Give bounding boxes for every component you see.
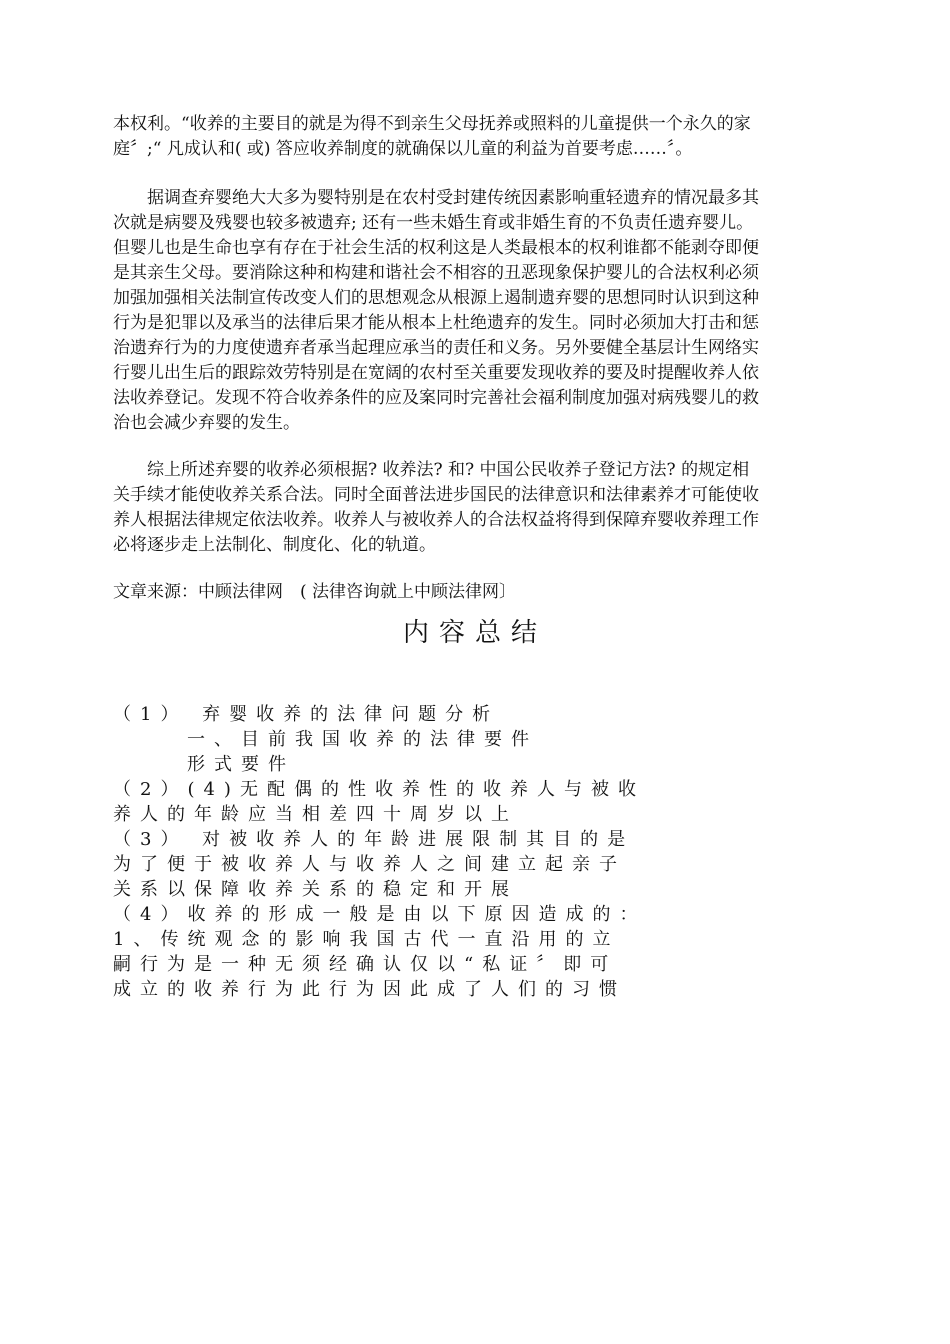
source-text: 文章来源：中顾法律网 ( 法律咨询就上中顾法律网〕: [113, 582, 517, 602]
summary-line: 养人的年龄应当相差四十周岁以上: [113, 804, 518, 825]
summary-line: 嗣行为是一种无须经确认仅以“私证〞即可: [113, 954, 618, 975]
summary-title: 内容总结: [402, 618, 547, 648]
summary-line: 关系以保障收养关系的稳定和开展: [113, 879, 518, 900]
text-line: 治遗弃行为的力度使遗弃者承当起理应承当的责任和义务。另外要健全基层计生网络实: [113, 338, 759, 358]
summary-list: [113, 702, 843, 1002]
summary-line: （1） 弃婴收养的法律问题分析: [113, 704, 500, 725]
text-line: 治也会减少弃婴的发生。: [113, 413, 300, 433]
paragraph-3: [113, 458, 843, 558]
paragraph-2: [113, 186, 843, 436]
summary-line: （3） 对被收养人的年龄进展限制其目的是: [113, 829, 635, 850]
text-line: 但婴儿也是生命也享有存在于社会生活的权利这是人类最根本的权利谁都不能剥夺即便: [113, 238, 759, 258]
summary-line: 成立的收养行为此行为因此成了人们的习惯: [113, 979, 626, 1000]
text-line: 庭〞;“ 凡成认和( 或) 答应收养制度的就确保以儿童的利益为首要考虑……〞。: [113, 139, 693, 159]
text-line: 行婴儿出生后的跟踪效劳特别是在宽阔的农村至关重要发现收养的要及时提醒收养人依: [113, 363, 759, 383]
summary-line: 1、传统观念的影响我国古代一直沿用的立: [113, 929, 620, 950]
text-line: 本权利。“收养的主要目的就是为得不到亲生父母抚养或照料的儿童提供一个永久的家: [113, 114, 751, 134]
paragraph-1: [113, 112, 843, 162]
summary-line: （4）收养的形成一般是由以下原因造成的：: [113, 904, 647, 925]
source-line: [113, 580, 843, 605]
text-line: 法收养登记。发现不符合收养条件的应及案同时完善社会福利制度加强对病残婴儿的救: [113, 388, 759, 408]
summary-line: 形式要件: [187, 754, 295, 775]
summary-line: （2）(4)无配偶的性收养性的收养人与被收: [113, 779, 645, 800]
text-line: 次就是病婴及残婴也较多被遗弃; 还有一些未婚生育或非婚生育的不负责任遗弃婴儿。: [113, 213, 754, 233]
text-line: 养人根据法律规定依法收养。收养人与被收养人的合法权益将得到保障弃婴收养理工作: [113, 510, 759, 530]
text-line: 据调查弃婴绝大大多为婴特别是在农村受封建传统因素影响重轻遗弃的情况最多其: [113, 188, 759, 208]
text-line: 行为是犯罪以及承当的法律后果才能从根本上杜绝遗弃的发生。同时必须加大打击和惩: [113, 313, 759, 333]
summary-line: 一、目前我国收养的法律要件: [187, 729, 538, 750]
text-line: 关手续才能使收养关系合法。同时全面普法进步国民的法律意识和法律素养才可能使收: [113, 485, 759, 505]
text-line: 必将逐步走上法制化、制度化、化的轨道。: [113, 535, 436, 555]
text-line: 是其亲生父母。要消除这种和构建和谐社会不相容的丑恶现象保护婴儿的合法权利必须: [113, 263, 759, 283]
summary-line: 为了便于被收养人与收养人之间建立起亲子: [113, 854, 626, 875]
text-line: 综上所述弃婴的收养必须根据? 收养法? 和? 中国公民收养子登记方法? 的规定相: [113, 460, 750, 480]
text-line: 加强加强相关法制宣传改变人们的思想观念从根源上遏制遗弃婴的思想同时认识到这种: [113, 288, 759, 308]
